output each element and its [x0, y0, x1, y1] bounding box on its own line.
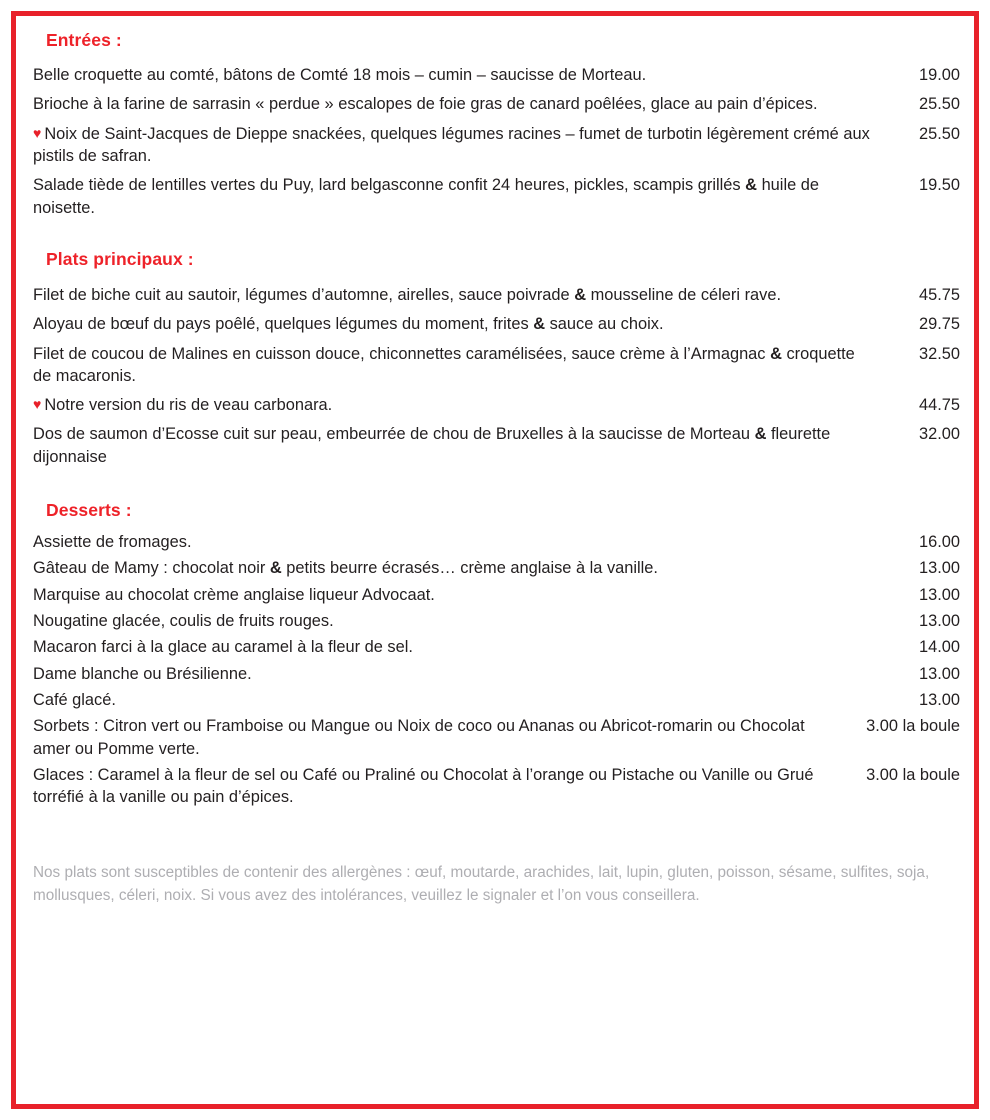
menu-item-price: 19.50 — [918, 176, 960, 195]
menu-item — [33, 284, 960, 306]
menu-item-name — [33, 313, 664, 335]
menu-items-entrees — [33, 64, 960, 219]
menu-section-entrees — [33, 30, 960, 219]
menu-item — [33, 123, 960, 168]
ampersand: & — [754, 425, 767, 444]
section-heading-entrees: Entrées : — [46, 30, 122, 50]
menu-item-text: petits beurre écrasés… crème anglaise à la vanille. — [281, 559, 658, 578]
ampersand: & — [574, 285, 587, 304]
menu-item — [33, 531, 960, 553]
menu-item-price: 25.50 — [918, 95, 960, 114]
menu-item — [33, 343, 960, 388]
menu-item — [33, 394, 960, 416]
menu-item-price: 25.50 — [918, 124, 960, 143]
menu-frame — [11, 11, 979, 1109]
menu-item-price: 14.00 — [918, 638, 960, 657]
menu-item-price: 13.00 — [918, 664, 960, 683]
heart-icon: ♥ — [33, 396, 42, 413]
menu-item — [33, 689, 960, 711]
section-heading-plats: Plats principaux : — [46, 248, 194, 269]
menu-item-name: Dame blanche ou Brésilienne. — [33, 664, 252, 683]
menu-item-text: mousseline de céleri rave. — [586, 285, 782, 304]
menu-item — [33, 313, 960, 335]
menu-item-text: Dos de saumon d’Ecosse cuit sur peau, embeurrée de chou de Bruxelles à la saucisse de Morteau — [33, 425, 755, 444]
menu-item-name: Café glacé. — [33, 690, 116, 709]
menu-item-name: Assiette de fromages. — [33, 533, 192, 552]
menu-item-name: Nougatine glacée, coulis de fruits rouges. — [33, 612, 334, 630]
menu-item-price: 19.00 — [918, 66, 960, 84]
menu-item-name: Belle croquette au comté, bâtons de Comté 18 mois – cumin – saucisse de Morteau. — [33, 66, 647, 84]
menu-item-text: Salade tiède de lentilles vertes du Puy, lard belgasconne confit 24 heures, pickles, scampis grillés — [33, 176, 746, 195]
menu-item-name: ♥ Notre version du ris de veau carbonara. — [33, 396, 333, 415]
menu-item-text: Aloyau de bœuf du pays poêlé, quelques légumes du moment, frites — [33, 315, 534, 334]
menu-item-text: Filet de coucou de Malines en cuisson douce, chiconnettes caramélisées, sauce crème à l’Armagnac — [33, 344, 771, 363]
menu-item — [33, 423, 960, 468]
menu-item — [33, 610, 960, 632]
menu-items-desserts — [33, 531, 960, 808]
menu-item — [33, 584, 960, 606]
menu-item-price: 13.00 — [918, 612, 960, 630]
menu-item-price: 44.75 — [918, 396, 960, 415]
section-heading-desserts: Desserts : — [46, 500, 132, 521]
menu-item-price: 45.75 — [918, 285, 960, 304]
menu-item-name: Brioche à la farine de sarrasin « perdue » escalopes de foie gras de canard poêlées, glace au pain d’épices. — [33, 95, 818, 114]
menu-items-plats — [33, 284, 960, 468]
menu-section-plats — [33, 249, 960, 468]
heart-icon: ♥ — [33, 124, 42, 141]
menu-item-name — [33, 423, 875, 468]
menu-item-price: 3.00 la boule — [866, 765, 960, 784]
menu-section-desserts — [33, 500, 960, 808]
menu-item — [33, 663, 960, 685]
menu-item-text: croquette de macaronis. — [33, 344, 855, 385]
menu-item-text: Filet de biche cuit au sautoir, légumes d’automne, airelles, sauce poivrade — [33, 285, 575, 304]
menu-item-name — [33, 557, 658, 579]
menu-item-name: Macaron farci à la glace au caramel à la fleur de sel. — [33, 638, 413, 657]
ampersand: & — [770, 344, 782, 363]
menu-item-name — [33, 284, 781, 306]
menu-item-price: 29.75 — [918, 315, 960, 334]
menu-item — [33, 93, 960, 115]
menu-item-text: huile de noisette. — [33, 176, 819, 217]
menu-item-price: 16.00 — [918, 533, 960, 552]
menu-item-name — [33, 343, 875, 388]
menu-item-name: Marquise au chocolat crème anglaise liqueur Advocaat. — [33, 585, 435, 604]
menu-item-text: Gâteau de Mamy : chocolat noir — [33, 559, 270, 578]
menu-item-name — [33, 174, 875, 219]
menu-item — [33, 64, 960, 86]
menu-item — [33, 174, 960, 219]
menu-item-name: Glaces : Caramel à la fleur de sel ou Café ou Praliné ou Chocolat à l’orange ou Pistache ou Vanille ou Grué torréfié à la vanille ou pain d’épices. — [33, 765, 814, 807]
menu-item-name: ♥ Noix de Saint-Jacques de Dieppe snackées, quelques légumes racines – fumet de turbotin légèrement crémé aux pistils de safran. — [33, 124, 870, 165]
menu-item — [33, 557, 960, 579]
menu-item-text: fleurette dijonnaise — [33, 425, 831, 466]
ampersand: & — [269, 559, 282, 578]
menu-item — [33, 764, 960, 809]
menu-item-price: 13.00 — [918, 690, 960, 709]
menu-item — [33, 636, 960, 658]
menu-item-name: Sorbets : Citron vert ou Framboise ou Mangue ou Noix de coco ou Ananas ou Abricot-romarin ou Chocolat amer ou Pomme verte. — [33, 717, 805, 758]
menu-item-text: sauce au choix. — [545, 315, 664, 334]
allergen-note: Nos plats sont susceptibles de contenir des allergènes : œuf, moutarde, arachides, lait, lupin, gluten, poisson, sésame, sulfites, soja, mollusques, céleri, noix. Si vous avez des intolérances, veuillez le signaler et l’on vous conseillera. — [33, 863, 930, 905]
menu-item — [33, 715, 960, 760]
menu-item-price: 3.00 la boule — [866, 717, 960, 736]
menu-item-price: 32.00 — [918, 425, 960, 444]
ampersand: & — [745, 176, 758, 195]
ampersand: & — [533, 315, 546, 334]
menu-item-price: 32.50 — [918, 344, 960, 363]
menu-item-price: 13.00 — [918, 585, 960, 604]
menu-item-price: 13.00 — [918, 559, 960, 578]
